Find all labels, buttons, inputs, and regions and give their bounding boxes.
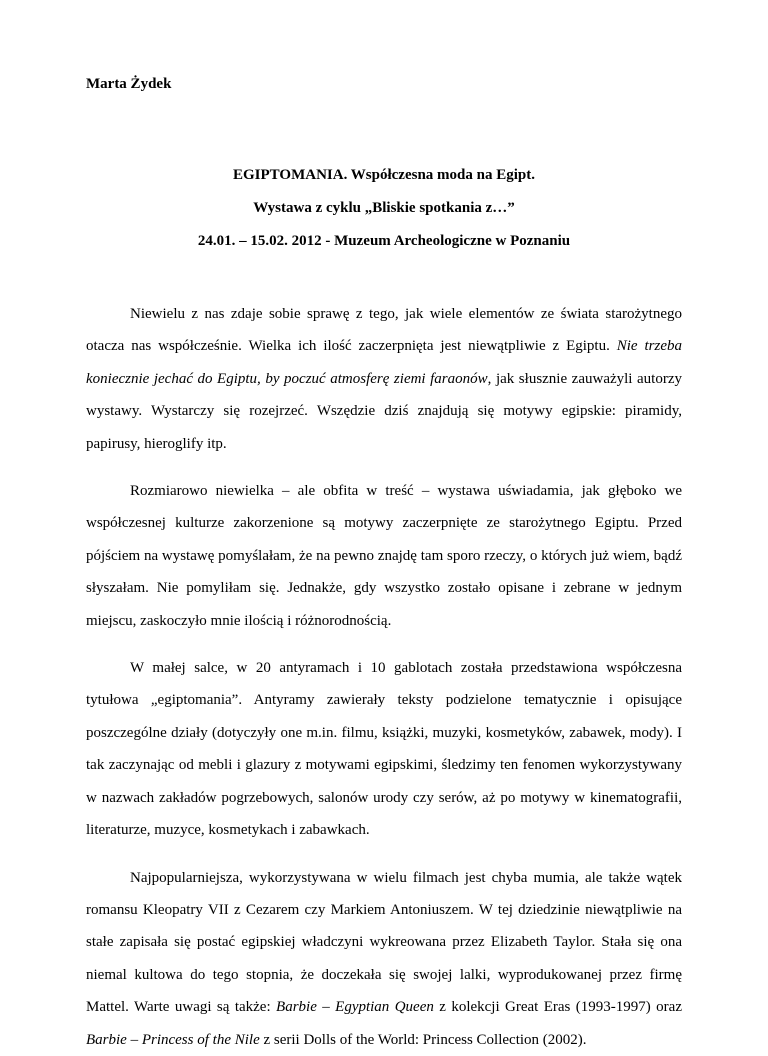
paragraph-2: Rozmiarowo niewielka – ale obfita w treść – wystawa uświadamia, jak głęboko we współczesnej kulturze zakorzenione są motywy zaczerpnięte ze starożytnego Egiptu. Przed pójściem na wystawę pomyślałam, że na pewno znajdę tam sporo rzeczy, o których już wiem, bądź słyszałam. Nie pomyliłam się. Jednakże, gdy wszystko zostało opisane i zebrane w jednym miejscu, zaskoczyło mnie ilością i różnorodnością.: [86, 483, 682, 629]
paragraph-4-doll-title-2: Barbie – Princess of the Nile: [86, 1031, 260, 1048]
exhibition-dates-venue: 24.01. – 15.02. 2012 - Muzeum Archeologiczne w Poznaniu: [197, 233, 571, 249]
paragraph-4-text-a: Najpopularniejsza, wykorzystywana w wielu filmach jest chyba mumia, ale także wątek romansu Kleopatry VII z Cezarem czy Markiem Antoniuszem. W tej dziedzinie niewątpliwie na stałe zapisała się postać egipskiej władczyni wykreowana przez Elizabeth Taylor. Stała się ona niemal kultowa do tego stopnia, że doczekała się swojej lalki, wyprodukowanej przez firmę Mattel. Warte uwagi są także:: [86, 869, 682, 1016]
paragraph-1-quote: Nie trzeba koniecznie jechać do Egiptu, by poczuć atmosferę ziemi faraonów: [86, 338, 682, 387]
paragraph-3: W małej salce, w 20 antyramach i 10 gablotach została przedstawiona współczesna tytułowa „egiptomania”. Antyramy zawierały teksty podzielone tematycznie i opisujące poszczególne działy (dotyczyły one m.in. filmu, książki, muzyki, kosmetyków, zabawek, mody). I tak zaczynając od mebli i glazury z motywami egipskimi, śledzimy ten fenomen wykorzystywany w nazwach zakładów pogrzebowych, salonów urody czy serów, aż po motywy w kinematografii, literaturze, muzyce, kosmetykach i zabawkach.: [86, 660, 682, 839]
author-name: Marta Żydek: [86, 76, 172, 92]
exhibition-series: Wystawa z cyklu „Bliskie spotkania z…”: [253, 200, 515, 216]
paragraph-1: [86, 298, 682, 460]
paragraph-4: [86, 862, 682, 1056]
document-title: EGIPTOMANIA. Współczesna moda na Egipt.: [233, 167, 535, 183]
article-body: [86, 298, 682, 1056]
paragraph-4-text-c: z serii Dolls of the World: Princess Collection (2002).: [259, 1031, 587, 1048]
paragraph-1-text-b: , jak słusznie zauważyli autorzy wystawy. Wystarczy się rozejrzeć. Wszędzie dziś znajdują się motywy egipskie: piramidy, papirusy, hieroglify itp.: [86, 370, 682, 452]
paragraph-1-text-a: Niewielu z nas zdaje sobie sprawę z tego, jak wiele elementów ze świata starożytnego otacza nas współcześnie. Wielka ich ilość zaczerpnięta jest niewątpliwie z Egiptu.: [86, 306, 682, 355]
paragraph-4-text-b: z kolekcji Great Eras (1993-1997) oraz: [433, 999, 682, 1016]
paragraph-4-doll-title-1: Barbie – Egyptian Queen: [276, 999, 434, 1016]
